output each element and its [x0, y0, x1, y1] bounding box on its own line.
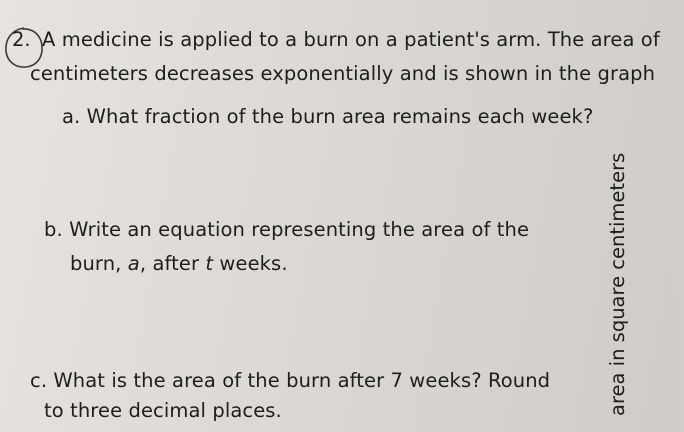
part-c-question-line-2: to three decimal places.: [44, 399, 282, 422]
part-a-question: a. What fraction of the burn area remains each week?: [62, 105, 594, 128]
problem-intro-line-2: centimeters decreases exponentially and is shown in the graph: [30, 62, 656, 85]
graph-edge: [672, 108, 684, 432]
problem-intro-line-1: A medicine is applied to a burn on a patient's arm. The area of: [42, 28, 660, 51]
problem-number: 2.: [12, 28, 31, 51]
part-b-question-line-1: b. Write an equation representing the area of the: [44, 218, 530, 241]
variable-t: t: [205, 252, 214, 275]
part-c-question-line-1: c. What is the area of the burn after 7 weeks? Round: [30, 369, 551, 392]
part-b-question-line-2: burn, a, after t weeks.: [70, 252, 288, 275]
variable-a: a: [127, 252, 140, 275]
graph-y-axis-label: area in square centimeters: [606, 152, 629, 416]
